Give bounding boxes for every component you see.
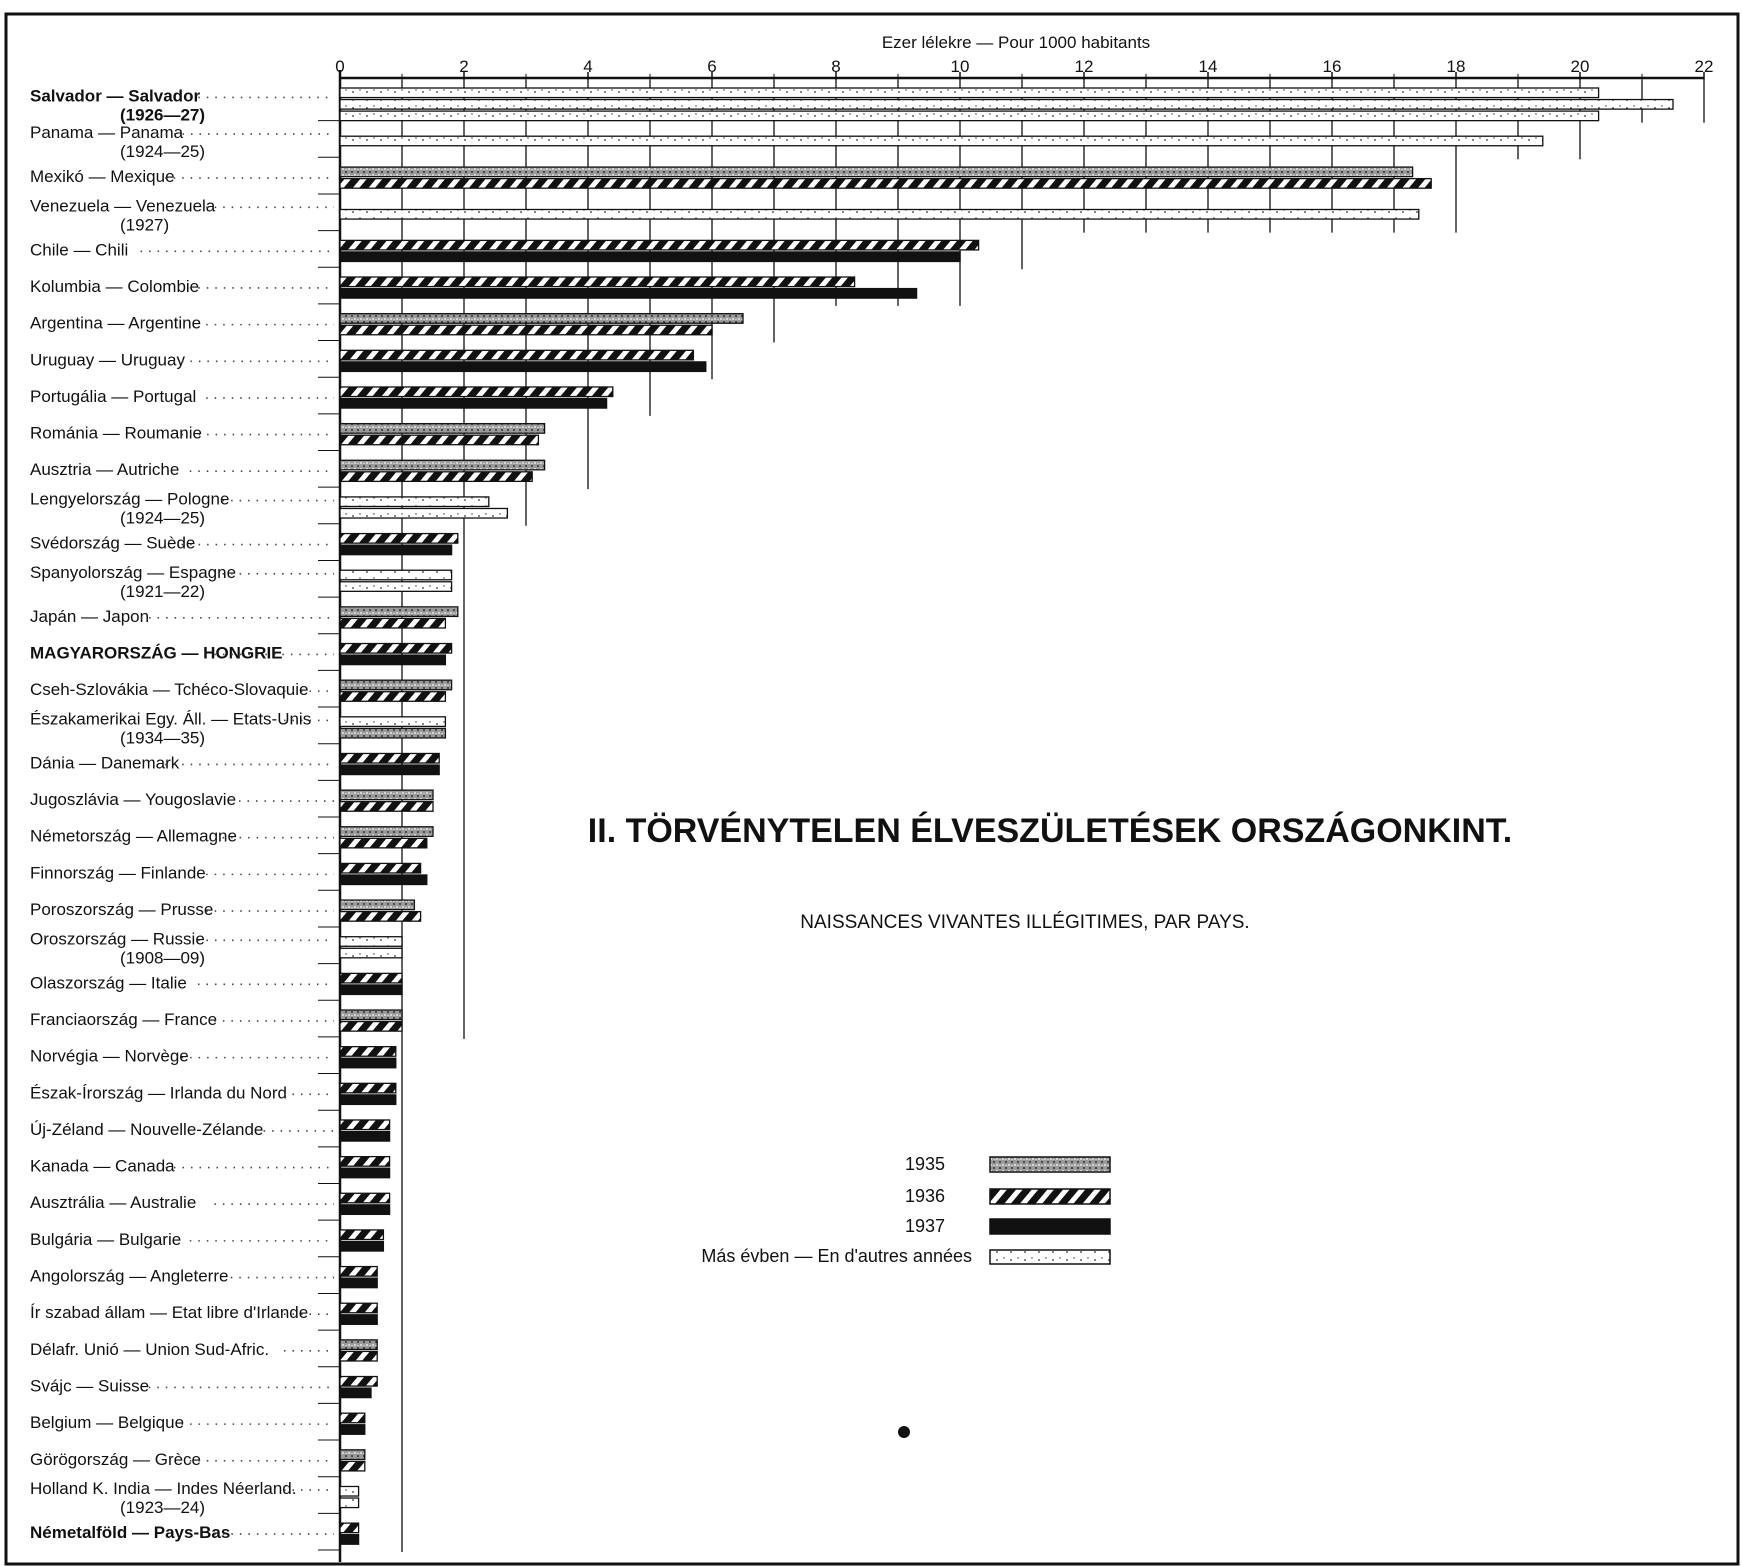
category-sublabel: (1924—25) bbox=[120, 508, 206, 528]
category-label: Angolország — Angleterre bbox=[30, 1266, 229, 1286]
category-label: Holland K. India — Indes Néerland. bbox=[30, 1479, 297, 1499]
category-row bbox=[30, 1230, 383, 1257]
bar-1937 bbox=[340, 1388, 371, 1398]
category-label: Argentina — Argentine bbox=[30, 313, 202, 333]
bar-other bbox=[340, 497, 489, 507]
category-label: Bulgária — Bulgarie bbox=[30, 1229, 182, 1249]
category-label: Poroszország — Prusse bbox=[30, 900, 214, 920]
bar-1935 bbox=[340, 790, 433, 800]
category-label: Norvégia — Norvège bbox=[30, 1046, 189, 1066]
category-row bbox=[30, 534, 458, 561]
category-sublabel: (1934—35) bbox=[120, 728, 206, 748]
bar-1935 bbox=[340, 1340, 377, 1350]
category-label: Ausztria — Autriche bbox=[30, 460, 180, 480]
category-label: Észak-Írország — Irlanda du Nord bbox=[30, 1083, 287, 1103]
category-row bbox=[30, 563, 452, 601]
legend bbox=[701, 1154, 1110, 1266]
bar-1937 bbox=[340, 289, 917, 299]
bar-1937 bbox=[340, 765, 439, 775]
category-row bbox=[30, 123, 1543, 161]
x-tick-label: 4 bbox=[583, 57, 593, 76]
bar-1935 bbox=[340, 167, 1413, 177]
category-label: Spanyolország — Espagne bbox=[30, 562, 237, 582]
bar-other bbox=[340, 1486, 359, 1496]
bar-1936 bbox=[340, 644, 452, 654]
x-tick-label: 6 bbox=[707, 57, 717, 76]
bar-1937 bbox=[340, 985, 402, 995]
category-row bbox=[30, 709, 445, 747]
category-row bbox=[30, 900, 421, 927]
bar-other bbox=[340, 111, 1599, 121]
legend-swatch-other bbox=[990, 1250, 1110, 1264]
category-label: Japán — Japon bbox=[30, 606, 150, 626]
chart-subtitle: NAISSANCES VIVANTES ILLÉGITIMES, PAR PAYS. bbox=[800, 912, 1250, 933]
bar-1937 bbox=[340, 399, 607, 409]
bar-1936 bbox=[340, 534, 458, 544]
legend-label-1937: 1937 bbox=[904, 1216, 945, 1236]
category-row bbox=[30, 973, 402, 1000]
bar-other bbox=[340, 100, 1673, 110]
bar-1936 bbox=[340, 1523, 359, 1533]
category-label: MAGYARORSZÁG — HONGRIE bbox=[30, 643, 283, 663]
category-sublabel: (1921—22) bbox=[120, 581, 206, 601]
bar-other bbox=[340, 582, 452, 592]
category-label: Jugoszlávia — Yougoslavie bbox=[30, 790, 237, 810]
legend-swatch-1936 bbox=[990, 1189, 1110, 1204]
bar-other bbox=[340, 88, 1599, 98]
bar-1937 bbox=[340, 1241, 383, 1251]
bar-1936 bbox=[340, 240, 979, 250]
category-label: Uruguay — Uruguay bbox=[30, 350, 185, 370]
bar-1936 bbox=[340, 350, 693, 360]
bar-1935 bbox=[340, 424, 545, 434]
bar-1935 bbox=[340, 900, 414, 910]
category-row bbox=[30, 167, 1431, 194]
x-tick-label: 22 bbox=[1694, 57, 1714, 76]
category-label: Lengyelország — Pologne bbox=[30, 489, 230, 509]
category-label: Ausztrália — Australie bbox=[30, 1193, 197, 1213]
bar-1936 bbox=[340, 1083, 396, 1093]
category-row bbox=[30, 1267, 377, 1294]
bar-other bbox=[340, 948, 402, 958]
bar-1936 bbox=[340, 1230, 383, 1240]
category-row bbox=[30, 827, 433, 854]
category-row bbox=[30, 1413, 365, 1440]
bar-1937 bbox=[340, 362, 706, 372]
x-tick-label: 10 bbox=[950, 57, 970, 76]
category-label: Chile — Chili bbox=[30, 240, 129, 260]
category-row bbox=[30, 277, 917, 304]
category-row bbox=[30, 607, 458, 634]
bar-1937 bbox=[340, 1132, 390, 1142]
category-row bbox=[30, 1479, 359, 1517]
bar-other bbox=[340, 210, 1419, 220]
category-label: Belgium — Belgique bbox=[30, 1413, 185, 1433]
bar-1936 bbox=[340, 1047, 396, 1057]
bar-1935 bbox=[340, 314, 743, 324]
category-row bbox=[30, 1340, 377, 1367]
category-row bbox=[30, 1120, 390, 1147]
category-sublabel: (1923—24) bbox=[120, 1498, 206, 1518]
x-tick-label: 20 bbox=[1570, 57, 1590, 76]
bar-1936 bbox=[340, 472, 532, 482]
bar-1935 bbox=[340, 728, 445, 738]
legend-label-other: Más évben — En d'autres années bbox=[701, 1246, 972, 1266]
bar-1937 bbox=[340, 1278, 377, 1288]
category-row bbox=[30, 424, 545, 451]
category-label: Dánia — Danemark bbox=[30, 753, 180, 773]
bar-1937 bbox=[340, 545, 452, 555]
category-row bbox=[30, 490, 507, 528]
category-row bbox=[30, 790, 433, 817]
category-row bbox=[30, 1376, 377, 1403]
bar-1936 bbox=[340, 753, 439, 763]
category-label: Ír szabad állam — Etat libre d'Irlande bbox=[30, 1303, 309, 1323]
bar-1936 bbox=[340, 1193, 390, 1203]
category-label: Németország — Allemagne bbox=[30, 826, 237, 846]
bar-1937 bbox=[340, 1095, 396, 1105]
bar-other bbox=[340, 570, 452, 580]
category-row bbox=[30, 1157, 390, 1184]
category-row bbox=[30, 1010, 402, 1037]
bar-other bbox=[340, 937, 402, 947]
category-row bbox=[30, 314, 743, 341]
category-label: Cseh-Szlovákia — Tchéco-Slovaquie bbox=[30, 680, 309, 700]
category-row bbox=[30, 1193, 390, 1220]
x-tick-label: 2 bbox=[459, 57, 469, 76]
bar-1937 bbox=[340, 1425, 365, 1435]
bar-other bbox=[340, 508, 507, 518]
bar-1936 bbox=[340, 1303, 377, 1313]
ink-dot bbox=[898, 1426, 910, 1438]
category-sublabel: (1924—25) bbox=[120, 142, 206, 162]
bar-other bbox=[340, 136, 1543, 146]
category-label: Svédország — Suède bbox=[30, 533, 196, 553]
category-row bbox=[30, 350, 706, 377]
bar-1935 bbox=[340, 607, 458, 617]
bar-1936 bbox=[340, 387, 613, 397]
bar-1937 bbox=[340, 655, 445, 665]
x-tick-label: 8 bbox=[831, 57, 841, 76]
bar-1935 bbox=[340, 1010, 402, 1020]
category-label: Olaszország — Italie bbox=[30, 973, 187, 993]
bar-1936 bbox=[340, 692, 445, 702]
bar-1936 bbox=[340, 912, 421, 922]
legend-swatch-1937 bbox=[990, 1219, 1110, 1234]
bar-1936 bbox=[340, 1377, 377, 1387]
bar-1936 bbox=[340, 618, 445, 628]
category-row bbox=[30, 753, 439, 780]
bar-1936 bbox=[340, 1413, 365, 1423]
category-label: Németalföld — Pays-Bas bbox=[30, 1523, 231, 1543]
category-row bbox=[30, 1450, 365, 1477]
category-label: Oroszország — Russie bbox=[30, 929, 205, 949]
category-row bbox=[30, 680, 452, 707]
category-label: Északamerikai Egy. Áll. — Etats-Unis bbox=[30, 709, 312, 729]
category-row bbox=[30, 1303, 377, 1330]
bar-1935 bbox=[340, 827, 433, 837]
category-label: Kanada — Canada bbox=[30, 1156, 175, 1176]
x-tick-label: 14 bbox=[1198, 57, 1218, 76]
bar-1936 bbox=[340, 863, 421, 873]
x-axis-label: Ezer lélekre — Pour 1000 habitants bbox=[881, 33, 1151, 52]
chart-title: II. TÖRVÉNYTELEN ÉLVESZÜLETÉSEK ORSZÁGONKINT. bbox=[587, 812, 1513, 850]
bar-1937 bbox=[340, 252, 960, 262]
category-row bbox=[30, 643, 452, 670]
bar-1936 bbox=[340, 1351, 377, 1361]
bar-1935 bbox=[340, 460, 545, 470]
bar-1937 bbox=[340, 875, 427, 885]
category-label: Finnország — Finlande bbox=[30, 863, 206, 883]
legend-swatch-1935 bbox=[990, 1157, 1110, 1172]
category-label: Új-Zéland — Nouvelle-Zélande bbox=[30, 1119, 264, 1139]
bar-1936 bbox=[340, 179, 1431, 189]
bar-1937 bbox=[340, 1535, 359, 1545]
x-tick-label: 18 bbox=[1446, 57, 1466, 76]
bar-other bbox=[340, 717, 445, 727]
bar-1937 bbox=[340, 1315, 377, 1325]
bar-1937 bbox=[340, 1058, 396, 1068]
legend-label-1935: 1935 bbox=[904, 1154, 945, 1174]
category-row bbox=[30, 1523, 359, 1550]
bar-1937 bbox=[340, 1168, 390, 1178]
category-label: Venezuela — Venezuela bbox=[30, 196, 216, 216]
category-row bbox=[30, 460, 545, 487]
category-row bbox=[30, 86, 1673, 124]
category-label: Franciaország — France bbox=[30, 1009, 218, 1029]
category-sublabel: (1908—09) bbox=[120, 948, 206, 968]
legend-label-1936: 1936 bbox=[904, 1186, 945, 1206]
bar-1936 bbox=[340, 1157, 390, 1167]
bar-1936 bbox=[340, 325, 712, 335]
category-label: Délafr. Unió — Union Sud-Afric. bbox=[30, 1339, 270, 1359]
category-row bbox=[30, 929, 402, 967]
category-label: Salvador — Salvador bbox=[30, 86, 201, 106]
bar-1936 bbox=[340, 435, 538, 445]
category-label: Svájc — Suisse bbox=[30, 1376, 150, 1396]
bar-1936 bbox=[340, 277, 855, 287]
category-label: Panama — Panama bbox=[30, 123, 184, 143]
bar-1936 bbox=[340, 802, 433, 812]
category-sublabel: (1926—27) bbox=[120, 105, 206, 125]
bar-1936 bbox=[340, 973, 402, 983]
category-label: Görögország — Grèce bbox=[30, 1449, 202, 1469]
category-row bbox=[30, 196, 1419, 234]
category-row bbox=[30, 863, 427, 890]
category-label: Mexikó — Mexique bbox=[30, 167, 175, 187]
category-sublabel: (1927) bbox=[120, 215, 170, 235]
category-label: Portugália — Portugal bbox=[30, 386, 197, 406]
bar-1936 bbox=[340, 838, 427, 848]
bar-1935 bbox=[340, 680, 452, 690]
bar-other bbox=[340, 1498, 359, 1508]
bar-1936 bbox=[340, 1022, 402, 1032]
x-tick-label: 0 bbox=[335, 57, 345, 76]
bar-1936 bbox=[340, 1267, 377, 1277]
category-label: Kolumbia — Colombie bbox=[30, 276, 200, 296]
category-label: Románia — Roumanie bbox=[30, 423, 202, 443]
bar-1935 bbox=[340, 1450, 365, 1460]
bar-1936 bbox=[340, 1120, 390, 1130]
bar-1937 bbox=[340, 1205, 390, 1215]
x-tick-label: 12 bbox=[1074, 57, 1094, 76]
x-tick-label: 16 bbox=[1322, 57, 1342, 76]
bar-1936 bbox=[340, 1461, 365, 1471]
